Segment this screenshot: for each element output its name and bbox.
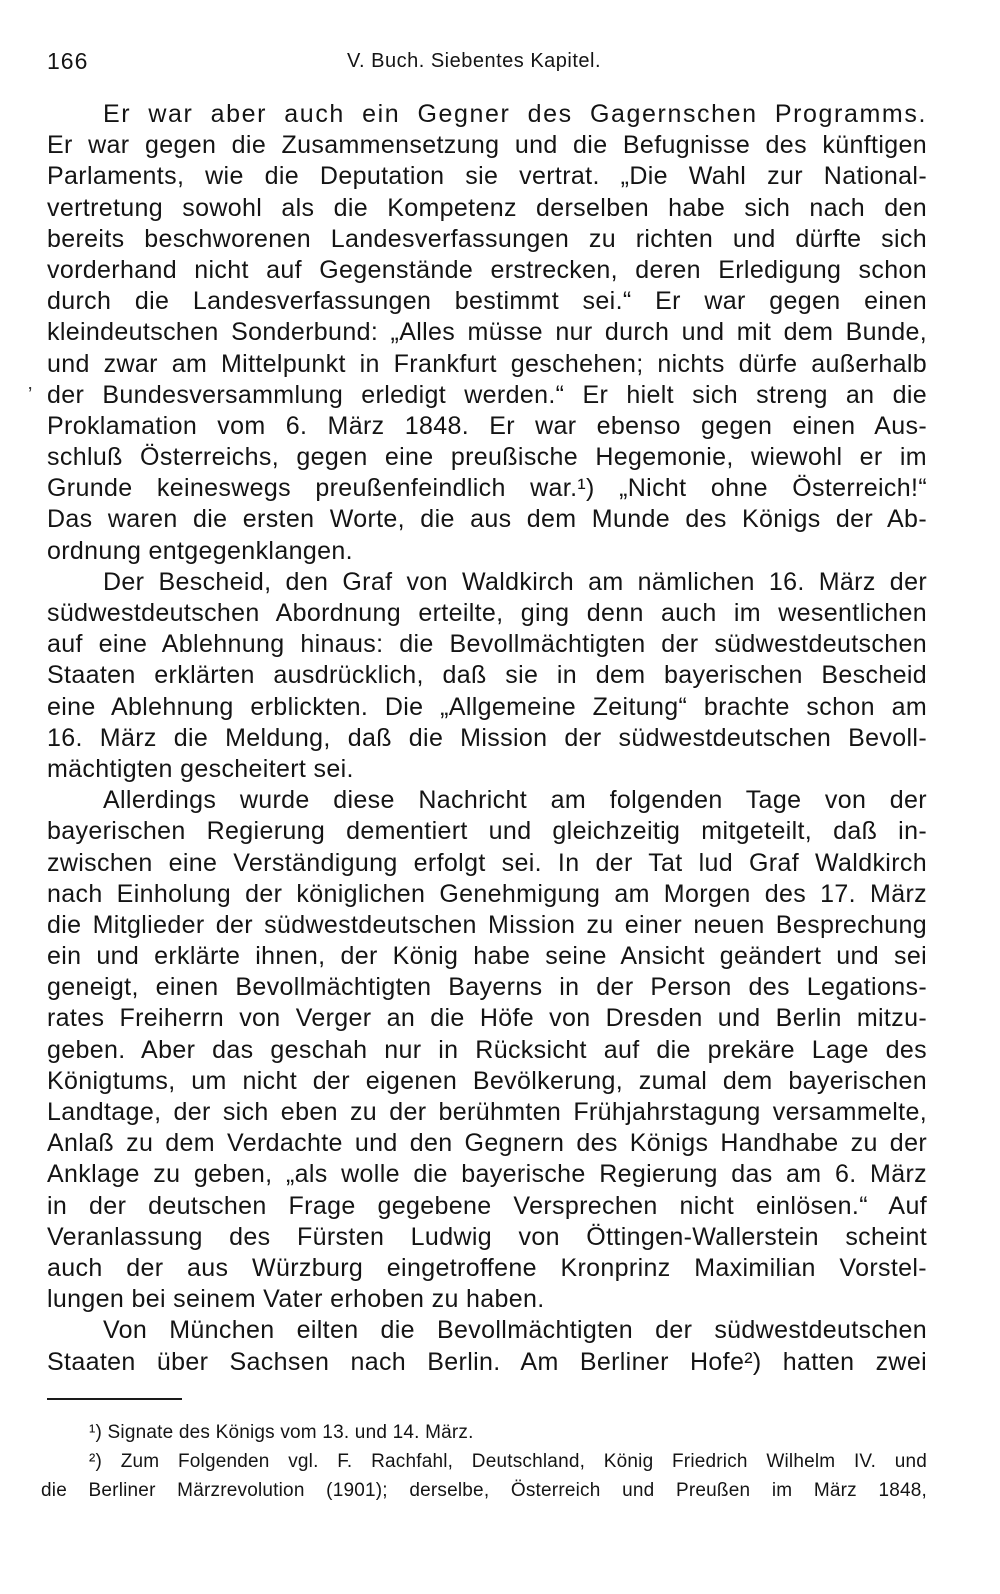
text-line: und zwar am Mittelpunkt in Frankfurt geschehen; nichts dürfe außerhalb [47,349,927,378]
text-line: Veranlassung des Fürsten Ludwig von Öttingen-Wallerstein scheint [47,1222,927,1251]
text-line: Er war gegen die Zusammensetzung und die Befugnisse des künftigen [47,131,927,160]
text-line: nach Einholung der königlichen Genehmigung am Morgen des 17. März [47,879,927,908]
text-line: Anlaß zu dem Verdachte und den Gegnern des Königs Handhabe zu der [47,1129,927,1158]
text-line: lungen bei seinem Vater erhoben zu haben. [47,1285,545,1314]
text-line: bayerischen Regierung dementiert und gleichzeitig mitgeteilt, daß in- [47,817,927,846]
text-line: Allerdings wurde diese Nachricht am folgenden Tage von der [103,786,927,815]
text-line: kleindeutschen Sonderbund: „Alles müsse nur durch und mit dem Bunde, [47,318,927,347]
text-line: ein und erklärte ihnen, der König habe seine Ansicht geändert und sei [47,942,927,971]
margin-mark: ʼ [28,385,33,407]
running-head: V. Buch. Siebentes Kapitel. [347,50,602,72]
text-line: eine Ablehnung erblickten. Die „Allgemeine Zeitung“ brachte schon am [47,692,927,721]
text-line: Staaten erklärten ausdrücklich, daß sie in dem bayerischen Bescheid [47,661,927,690]
text-line: bereits beschworenen Landesverfassungen zu richten und dürfte sich [47,224,927,253]
text-line: vorderhand nicht auf Gegenstände erstrecken, deren Erledigung schon [47,255,927,284]
text-line: mächtigten gescheitert sei. [47,754,354,783]
text-line: die Mitglieder der südwestdeutschen Mission zu einer neuen Besprechung [47,910,927,939]
footnote-2-continuation: die Berliner Märzrevolution (1901); derselbe, Österreich und Preußen im März 1848, [41,1480,927,1501]
text-line: Staaten über Sachsen nach Berlin. Am Berliner Hofe²) hatten zwei [47,1347,927,1376]
text-line: südwestdeutschen Abordnung erteilte, ging denn auch im wesentlichen [47,599,927,627]
footnotes [41,1418,927,1505]
text-line: auch der aus Würzburg eingetroffene Kronprinz Maximilian Vorstel- [47,1253,927,1282]
text-line: in der deutschen Frage gegebene Versprechen nicht einlösen.“ Auf [47,1191,927,1220]
text-line: Von München eilten die Bevollmächtigten der südwestdeutschen [103,1316,927,1345]
page-number: 166 [47,48,89,74]
footnote-divider [47,1398,182,1400]
text-line: Landtage, der sich eben zu der berühmten Frühjahrstagung versammelte, [47,1098,927,1126]
page-header [47,46,927,76]
text-line: zwischen eine Verständigung erfolgt sei. In der Tat lud Graf Waldkirch [47,848,927,877]
footnote-2: ²) Zum Folgenden vgl. F. Rachfahl, Deutschland, König Friedrich Wilhelm IV. und [89,1451,927,1472]
text-line: ordnung entgegenklangen. [47,536,353,565]
text-line: Grunde keineswegs preußenfeindlich war.¹) „Nicht ohne Österreich!“ [47,474,927,503]
text-line: Parlaments, wie die Deputation sie vertrat. „Die Wahl zur National- [47,162,927,191]
text-line: geben. Aber das geschah nur in Rücksicht auf die prekäre Lage des [47,1035,927,1064]
text-line: Er war aber auch ein Gegner des Gagernschen Programms. [103,100,927,128]
text-line: Der Bescheid, den Graf von Waldkirch am nämlichen 16. März der [103,567,927,596]
text-line: Proklamation vom 6. März 1848. Er war ebenso gegen einen Aus- [47,411,927,440]
text-line: vertretung sowohl als die Kompetenz derselben habe sich nach den [47,193,927,222]
text-line: durch die Landesverfassungen bestimmt sei.“ Er war gegen einen [47,287,927,316]
text-line: 16. März die Meldung, daß die Mission der südwestdeutschen Bevoll- [47,723,927,752]
text-line: Königtums, um nicht der eigenen Bevölkerung, zumal dem bayerischen [47,1066,927,1095]
text-line: geneigt, einen Bevollmächtigten Bayerns in der Person des Legations- [47,973,927,1002]
footnote-1: ¹) Signate des Königs vom 13. und 14. März. [89,1422,474,1443]
text-line: schluß Österreichs, gegen eine preußische Hegemonie, wiewohl er im [47,443,927,472]
text-line: Das waren die ersten Worte, die aus dem Munde des Königs der Ab- [47,505,927,534]
text-line: der Bundesversammlung erledigt werden.“ Er hielt sich streng an die [47,380,927,409]
text-line: Anklage zu geben, „als wolle die bayerische Regierung das am 6. März [47,1160,927,1189]
body-text [47,99,927,1378]
text-line: auf eine Ablehnung hinaus: die Bevollmächtigten der südwestdeutschen [47,630,927,659]
text-line: rates Freiherrn von Verger an die Höfe von Dresden und Berlin mitzu- [47,1004,927,1033]
